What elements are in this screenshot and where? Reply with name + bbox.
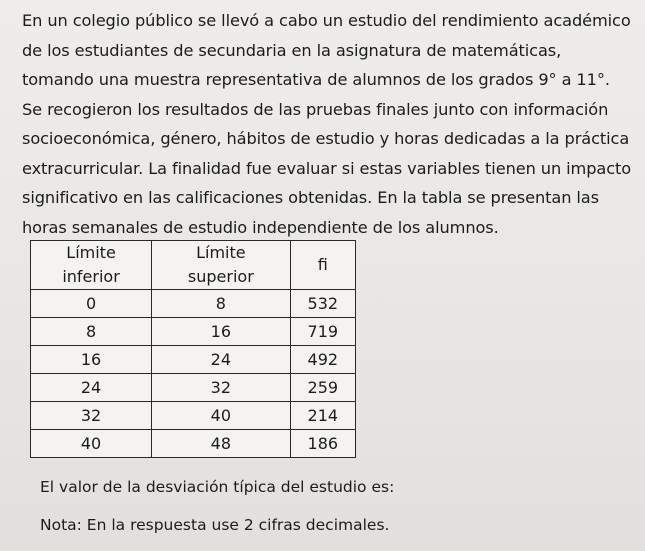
table-row	[31, 430, 356, 458]
frequency-cell: 719	[290, 318, 355, 346]
lower-limit-cell: 24	[31, 374, 152, 402]
frequency-table	[30, 240, 356, 458]
frequency-cell: 259	[290, 374, 355, 402]
lower-limit-cell: 32	[31, 402, 152, 430]
lower-limit-cell: 0	[31, 290, 152, 318]
upper-limit-cell: 24	[152, 346, 291, 374]
header-lower-limit: Límite inferior	[31, 241, 152, 290]
upper-limit-cell: 40	[152, 402, 291, 430]
table-row	[31, 402, 356, 430]
upper-limit-cell: 48	[152, 430, 291, 458]
frequency-cell: 492	[290, 346, 355, 374]
note-text: Nota: En la respuesta use 2 cifras decimales.	[40, 516, 390, 534]
table-row	[31, 374, 356, 402]
header-upper-limit: Límite superior	[152, 241, 291, 290]
upper-limit-cell: 32	[152, 374, 291, 402]
table-row	[31, 290, 356, 318]
lower-limit-cell: 8	[31, 318, 152, 346]
frequency-cell: 532	[290, 290, 355, 318]
lower-limit-cell: 40	[31, 430, 152, 458]
table-header-row	[31, 241, 356, 290]
lower-limit-cell: 16	[31, 346, 152, 374]
upper-limit-cell: 16	[152, 318, 291, 346]
table-row	[31, 318, 356, 346]
upper-limit-cell: 8	[152, 290, 291, 318]
table-row	[31, 346, 356, 374]
question-text: El valor de la desviación típica del estudio es:	[40, 478, 395, 496]
frequency-cell: 186	[290, 430, 355, 458]
problem-statement: En un colegio público se llevó a cabo un estudio del rendimiento académico de los estudiantes de secundaria en la asignatura de matemáticas, tomando una muestra representativa de alumnos de los grados 9° a 11°. Se recogieron los resultados de las pruebas finales junto con información socioeconómica, género, hábitos de estudio y horas dedicadas a la práctica extracurricular. La finalidad fue evaluar si estas variables tienen un impacto significativo en las calificaciones obtenidas. En la tabla se presentan las horas semanales de estudio independiente de los alumnos.	[22, 11, 632, 237]
header-frequency: fi	[290, 241, 355, 290]
frequency-cell: 214	[290, 402, 355, 430]
